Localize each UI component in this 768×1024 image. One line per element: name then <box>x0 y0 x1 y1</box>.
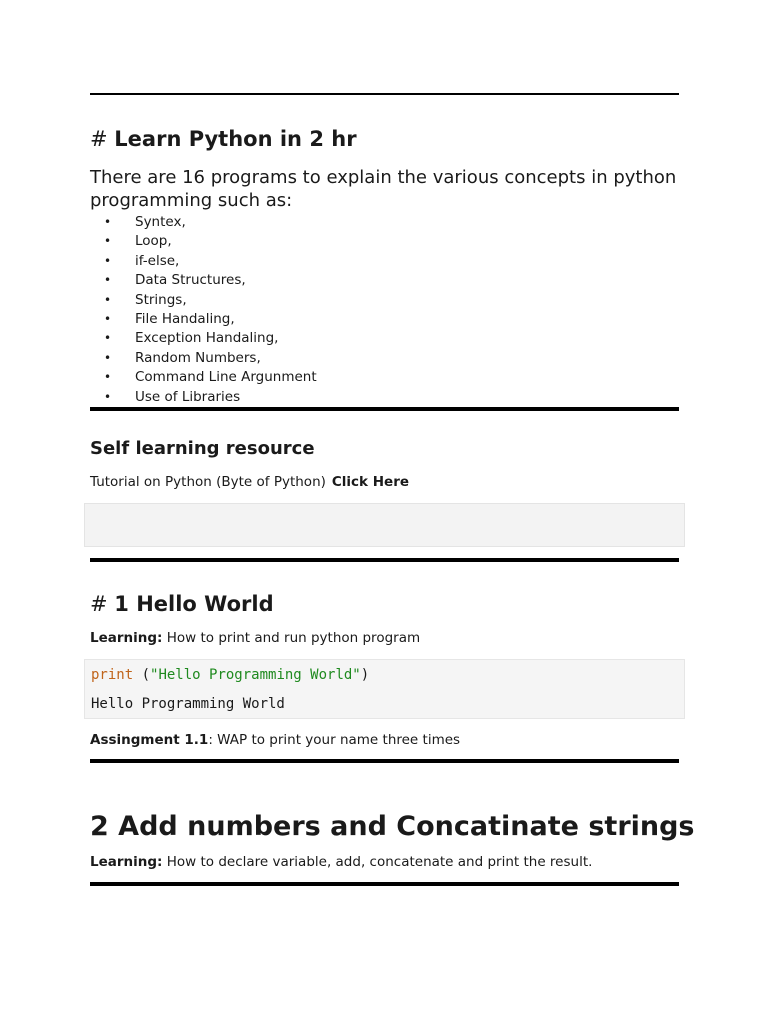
bullet-icon: • <box>104 215 112 229</box>
code-block <box>84 659 685 719</box>
learning-text: How to print and run python program <box>166 630 421 646</box>
list-item <box>90 252 317 271</box>
code-keyword: print <box>91 667 134 683</box>
list-item <box>90 213 317 232</box>
learning-text: How to declare variable, add, concatenate and print the result. <box>166 854 593 870</box>
list-item <box>90 291 317 310</box>
section-divider <box>90 882 679 886</box>
topic-label: File Handaling, <box>135 310 235 327</box>
topic-label: Exception Handaling, <box>135 330 279 347</box>
bullet-icon: • <box>104 273 112 288</box>
section-divider <box>90 407 679 411</box>
topic-label: Loop, <box>135 233 172 250</box>
section1-hash: # <box>90 592 108 616</box>
bullet-icon: • <box>104 253 112 268</box>
embed-placeholder-box <box>84 503 685 547</box>
section-divider <box>90 558 679 562</box>
list-item <box>90 349 317 368</box>
list-item <box>90 329 317 348</box>
resource-line <box>90 472 409 492</box>
section2-learning <box>90 852 592 872</box>
topic-label: if-else, <box>135 252 180 269</box>
list-item <box>90 232 317 251</box>
bullet-icon: • <box>104 292 112 307</box>
list-item <box>90 310 317 329</box>
bullet-icon: • <box>104 370 112 385</box>
topic-label: Random Numbers, <box>135 349 261 366</box>
learning-label: Learning: <box>90 854 163 870</box>
bullet-icon: • <box>104 311 112 326</box>
bullet-icon: • <box>104 234 112 249</box>
section2-heading: 2 Add numbers and Concatinate strings <box>90 811 695 842</box>
bullet-icon: • <box>104 389 112 404</box>
list-item <box>90 388 317 407</box>
code-output: Hello Programming World <box>91 696 285 712</box>
code-string: "Hello Programming World" <box>150 667 361 683</box>
learning-label: Learning: <box>90 630 163 646</box>
topic-label: Use of Libraries <box>135 388 241 405</box>
top-divider <box>90 93 679 95</box>
page-title <box>90 126 357 152</box>
click-here-link[interactable]: Click Here <box>331 474 410 490</box>
title-hash: # <box>90 127 108 151</box>
assignment-text: : WAP to print your name three times <box>208 732 461 748</box>
topic-label: Strings, <box>135 291 187 308</box>
title-text: Learn Python in 2 hr <box>114 127 357 151</box>
section1-title: 1 Hello World <box>114 592 274 616</box>
assignment-line <box>90 730 460 750</box>
intro-paragraph: There are 16 programs to explain the various concepts in python programming such as: <box>90 167 677 211</box>
resource-text: Tutorial on Python (Byte of Python) <box>90 474 326 490</box>
section-divider <box>90 759 679 763</box>
code-paren-open: ( <box>133 667 151 683</box>
code-paren-close: ) <box>360 667 370 683</box>
topic-label: Command Line Argunment <box>135 369 317 386</box>
section1-learning <box>90 628 420 648</box>
topic-label: Data Structures, <box>135 272 246 289</box>
section1-heading <box>90 591 274 617</box>
list-item <box>90 368 317 387</box>
code-line <box>91 666 369 684</box>
topic-label: Syntex, <box>135 214 186 230</box>
resource-heading: Self learning resource <box>90 438 315 459</box>
bullet-icon: • <box>104 331 112 346</box>
list-item <box>90 271 317 290</box>
assignment-label: Assingment 1.1 <box>90 732 209 748</box>
topics-list <box>90 213 317 407</box>
bullet-icon: • <box>104 350 112 365</box>
